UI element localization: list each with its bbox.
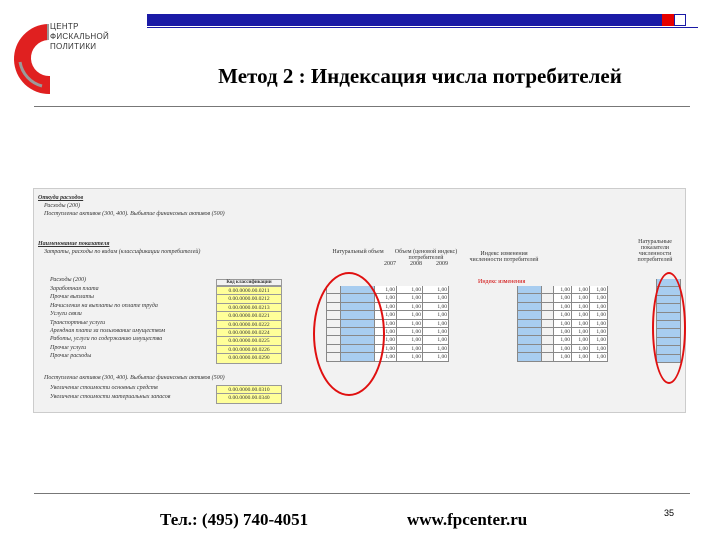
row-label: Увеличение стоимости материальных запасов (50, 394, 171, 400)
header-year-2008: 2008 (410, 261, 422, 267)
intro-line-1: Откуда расходов (38, 195, 84, 201)
accent-square-white (674, 14, 686, 26)
logo-text (50, 22, 109, 52)
row-label: Прочие расходы (50, 353, 92, 359)
logo-line-3: ПОЛИТИКИ (50, 42, 97, 51)
top-accent-line (147, 27, 698, 28)
section-subtitle: Затраты, расходы по видам (классификации потребителей) (44, 249, 201, 255)
red-note: Индекс изменения (478, 279, 526, 285)
code-cell[interactable]: 0.00.0000.00.0290 (228, 355, 270, 362)
row-label: Прочие выплаты (50, 294, 94, 300)
top-accent-bar (147, 14, 686, 26)
header-year-2009: 2009 (436, 261, 448, 267)
page-number: 35 (664, 508, 675, 518)
row-label: Арендная плата за пользование имуществом (50, 328, 166, 334)
grid-right: 1,00 1,00 1,00 1,00 1,00 1,00 1,00 1,00 1,00 1,00 1,00 1,00 1,00 1,00 1,00 1,00 1,00 1,00 1,00 1,00 1,00 1,00 1,00 1,00 1,00 1,00 1,00 (517, 286, 608, 362)
code-cell[interactable]: 0.00.0000.00.0310 (217, 386, 281, 394)
row-label: Начисления на выплаты по оплате труда (50, 303, 158, 309)
footer-phone: Тел.: (495) 740-4051 (160, 510, 309, 529)
row-label: Расходы (200) (50, 277, 87, 283)
row-label: Услуги связи (50, 311, 82, 317)
code-header: Код классификации (216, 279, 282, 286)
accent-square-red (662, 14, 674, 26)
header-consumers: Индекс изменения численности потребителей (469, 251, 539, 263)
code-cell[interactable]: 0.00.0000.00.0226 (217, 346, 281, 354)
footer-divider (34, 493, 690, 494)
row-label: Транспортные услуги (50, 320, 106, 326)
footer-website[interactable]: www.fpcenter.ru (407, 510, 528, 529)
logo-line-2: ФИСКАЛЬНОЙ (50, 32, 110, 41)
code-cell[interactable]: 0.00.0000.00.0213 (217, 304, 281, 312)
highlight-ellipse-right (652, 272, 686, 384)
row-label: Прочие услуги (50, 345, 87, 351)
header-year-2007: 2007 (384, 261, 396, 267)
code-cell[interactable]: 0.00.0000.00.0340 (228, 395, 270, 402)
row-label: Работы, услуги по содержанию имущества (50, 336, 163, 342)
intro-line-3: Поступление активов (300, 400). Выбытие финансовых активов (500) (44, 211, 225, 217)
row-label: Заработная плата (50, 286, 99, 292)
header-right: Натуральные показатели численности потребителей (637, 239, 673, 263)
code-cell[interactable]: 0.00.0000.00.0225 (217, 337, 281, 345)
grid-middle: 1,00 1,00 1,00 1,00 1,00 1,00 1,00 1,00 1,00 1,00 1,00 1,00 1,00 1,00 1,00 1,00 1,00 1,00 1,00 1,00 1,00 1,00 1,00 1,00 1,00 1,00 1,00 (326, 286, 449, 362)
code-cell[interactable]: 0.00.0000.00.0224 (217, 329, 281, 337)
post-title: Поступление активов (300, 400). Выбытие финансовых активов (500) (44, 375, 225, 381)
code-cell[interactable]: 0.00.0000.00.0222 (217, 321, 281, 329)
code-cell[interactable]: 0.00.0000.00.0221 (217, 312, 281, 320)
section-title: Наименование показателя (38, 241, 110, 247)
header-index: Объем (ценовой индекс) потребителей (394, 249, 458, 261)
highlight-ellipse-left (313, 272, 385, 396)
code-column-post (216, 385, 282, 404)
code-column (216, 286, 282, 364)
header-units: Натуральный объем (332, 249, 384, 255)
slide-title: Метод 2 : Индексация числа потребителей (218, 64, 622, 88)
code-cell[interactable]: 0.00.0000.00.0212 (217, 295, 281, 303)
code-cell[interactable]: 0.00.0000.00.0211 (217, 287, 281, 295)
intro-line-2: Расходы (200) (44, 203, 81, 209)
title-divider (34, 106, 690, 107)
logo-line-1: ЦЕНТР (50, 22, 79, 31)
row-label: Увеличение стоимости основных средств (50, 385, 158, 391)
